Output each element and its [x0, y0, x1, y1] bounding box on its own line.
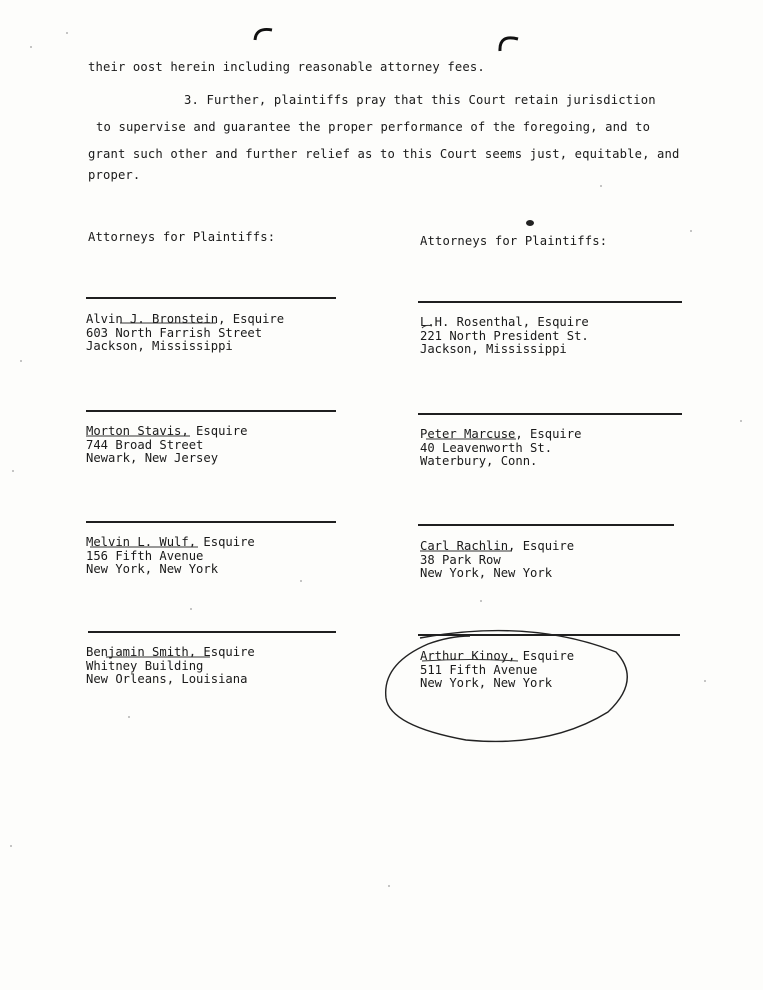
body-line-4: grant such other and further relief as to this Court seems just, equitable, and [88, 147, 680, 161]
heading-right: Attorneys for Plaintiffs: [420, 234, 608, 248]
punch-mark-left [252, 24, 276, 42]
attorney-city: New Orleans, Louisiana [86, 672, 248, 686]
body-line-5: proper. [88, 168, 141, 182]
attorney-city: Jackson, Mississippi [86, 339, 233, 353]
body-line-2: 3. Further, plaintiffs pray that this Court retain jurisdiction [184, 93, 656, 107]
scan-speck [128, 716, 130, 718]
scan-speck [300, 580, 302, 582]
ink-blot [526, 220, 534, 226]
attorney-city: Newark, New Jersey [86, 451, 219, 465]
attorney-city: New York, New York [420, 566, 553, 580]
name-underline [420, 314, 670, 330]
signature-line [418, 524, 674, 526]
attorney-city: New York, New York [86, 562, 219, 576]
attorney-address: 40 Leavenworth St. [420, 440, 553, 455]
name-underline [86, 311, 336, 327]
signature-line [88, 631, 336, 633]
attorney-address: 744 Broad Street [86, 437, 204, 452]
attorney-name: Alvin J. Bronstein, Esquire [86, 312, 285, 326]
body-line-1: their oost herein including reasonable attorney fees. [88, 60, 485, 74]
hand-drawn-circle [380, 622, 640, 748]
attorney-address: 38 Park Row [420, 552, 501, 567]
attorney-address: 603 North Farrish Street [86, 325, 263, 340]
attorney-name: Morton Stavis, Esquire [86, 424, 248, 438]
scan-speck [600, 185, 602, 187]
attorney-address: 511 Fifth Avenue [420, 662, 538, 677]
attorney-name: Arthur Kinoy, Esquire [420, 649, 575, 663]
attorney-address: 221 North President St. [420, 328, 589, 343]
attorney-name: Benjamin Smith, Esquire [86, 645, 255, 659]
attorney-name: Peter Marcuse, Esquire [420, 427, 582, 441]
scan-speck [66, 32, 68, 34]
heading-left: Attorneys for Plaintiffs: [88, 230, 276, 244]
name-underline [420, 426, 670, 442]
scan-speck [30, 46, 32, 48]
body-line-3: to supervise and guarantee the proper performance of the foregoing, and to [96, 120, 651, 134]
attorney-city: New York, New York [420, 676, 553, 690]
signature-line [86, 521, 336, 523]
scan-speck [690, 230, 692, 232]
scan-speck [10, 845, 12, 847]
scan-speck [704, 680, 706, 682]
scan-speck [190, 608, 192, 610]
attorney-city: Waterbury, Conn. [420, 454, 538, 468]
attorney-name: Carl Rachlin, Esquire [420, 539, 575, 553]
attorney-address: Whitney Building [86, 658, 204, 673]
signature-line [418, 413, 682, 415]
scan-speck [12, 470, 14, 472]
signature-line [86, 297, 336, 299]
scan-speck [20, 360, 22, 362]
attorney-address: 156 Fifth Avenue [86, 548, 204, 563]
attorney-name: L.H. Rosenthal, Esquire [420, 315, 589, 329]
name-underline [86, 534, 336, 550]
signature-line [418, 301, 682, 303]
punch-mark-right [496, 30, 522, 52]
attorney-city: Jackson, Mississippi [420, 342, 567, 356]
name-underline [86, 423, 336, 439]
name-underline [420, 538, 670, 554]
attorney-name: Melvin L. Wulf, Esquire [86, 535, 255, 549]
scan-speck [480, 600, 482, 602]
signature-line [86, 410, 336, 412]
name-underline [86, 644, 336, 660]
scan-speck [740, 420, 742, 422]
scan-speck [388, 885, 390, 887]
